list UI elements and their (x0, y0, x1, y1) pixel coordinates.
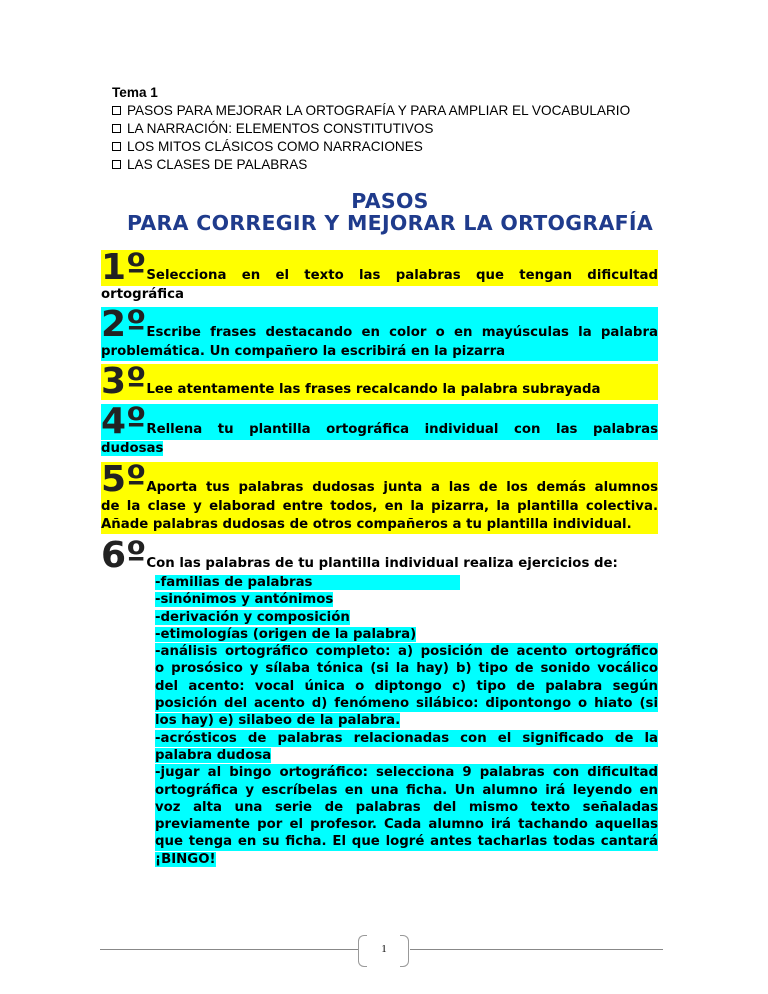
topic-title: Tema 1 (112, 85, 158, 100)
step-text: Escribe frases destacando en color o en mayúsculas la palabra (146, 325, 658, 340)
topic-item: PASOS PARA MEJORAR LA ORTOGRAFÍA Y PARA AMPLIAR EL VOCABULARIO (112, 102, 630, 120)
list-item: -etimologías (origen de la palabra) (155, 626, 417, 642)
topic-item: LA NARRACIÓN: ELEMENTOS CONSTITUTIVOS (112, 120, 630, 138)
checkbox-square-icon (112, 106, 121, 115)
main-title-line1: PASOS (351, 189, 429, 213)
step-number: 4º (101, 404, 147, 440)
step-5 (101, 462, 658, 534)
list-item: -sinónimos y antónimos (155, 592, 334, 608)
topic-header (112, 84, 630, 174)
step-number: 5º (101, 462, 147, 498)
step-3 (101, 364, 658, 400)
checkbox-square-icon (112, 124, 121, 133)
left-brace-icon (358, 935, 367, 967)
step-text: Con las palabras de tu plantilla individual realiza ejercicios de: (146, 556, 618, 571)
step-text: Lee atentamente las frases recalcando la palabra subrayada (146, 382, 601, 397)
list-item: -derivación y composición (155, 609, 350, 625)
step-number: 1º (101, 250, 147, 286)
step-text-cont: de la clase y elaborad entre todos, en la pizarra, la plantilla colectiva. (101, 499, 658, 514)
exercise-list (155, 574, 658, 868)
step-text-cont: dudosas (101, 441, 164, 456)
page-number: 1 (381, 943, 387, 955)
list-item-bingo: -jugar al bingo ortográfico: selecciona 9 palabras con dificultad ortográfica y escríbelas en una ficha. Un alumno irá leyendo en voz alta una serie de palabras del mismo texto señaladas previamente por el profesor. Cada alumno irá tachando aquellas que tenga en su ficha. El que logré antes tacharlas todas cantará ¡BINGO! (155, 765, 658, 867)
step-text: Aporta tus palabras dudosas junta a las de los demás alumnos (146, 480, 658, 495)
list-item-acrostic: -acrósticos de palabras relacionadas con el significado de la palabra dudosa (155, 730, 658, 763)
step-text: Selecciona en el texto las palabras que tengan dificultad (146, 268, 658, 283)
checkbox-square-icon (112, 142, 121, 151)
step-text-cont: Añade palabras dudosas de otros compañeros a tu plantilla individual. (101, 516, 658, 534)
step-number: 2º (101, 307, 147, 343)
step-1 (101, 250, 658, 304)
step-text: Rellena tu plantilla ortográfica individual con las palabras (146, 422, 658, 437)
step-2 (101, 307, 658, 361)
right-brace-icon (400, 935, 409, 967)
checkbox-square-icon (112, 160, 121, 169)
main-title-line2: PARA CORREGIR Y MEJORAR LA ORTOGRAFÍA (126, 211, 654, 235)
step-number: 6º (101, 538, 147, 574)
step-number: 3º (101, 364, 147, 400)
step-4 (101, 404, 658, 458)
footer-rule-left (100, 949, 358, 950)
step-6 (101, 538, 658, 574)
footer-rule-right (410, 949, 663, 950)
list-item: -familias de palabras (155, 574, 658, 591)
topic-item: LOS MITOS CLÁSICOS COMO NARRACIONES (112, 138, 630, 156)
topic-item: LAS CLASES DE PALABRAS (112, 156, 630, 174)
step-text-cont: ortográfica (101, 287, 184, 302)
step-text-cont: problemática. Un compañero la escribirá en la pizarra (101, 343, 658, 361)
list-item-analysis: -análisis ortográfico completo: a) posición de acento ortográfico o prosósico y sílaba tónica (si la hay) b) tipo de sonido vocálico del acento: vocal única o diptongo c) tipo de palabra según posición del acento d) fenómeno silábico: dipontongo o hiato (si los hay) e) silabeo de la palabra. (155, 644, 658, 729)
